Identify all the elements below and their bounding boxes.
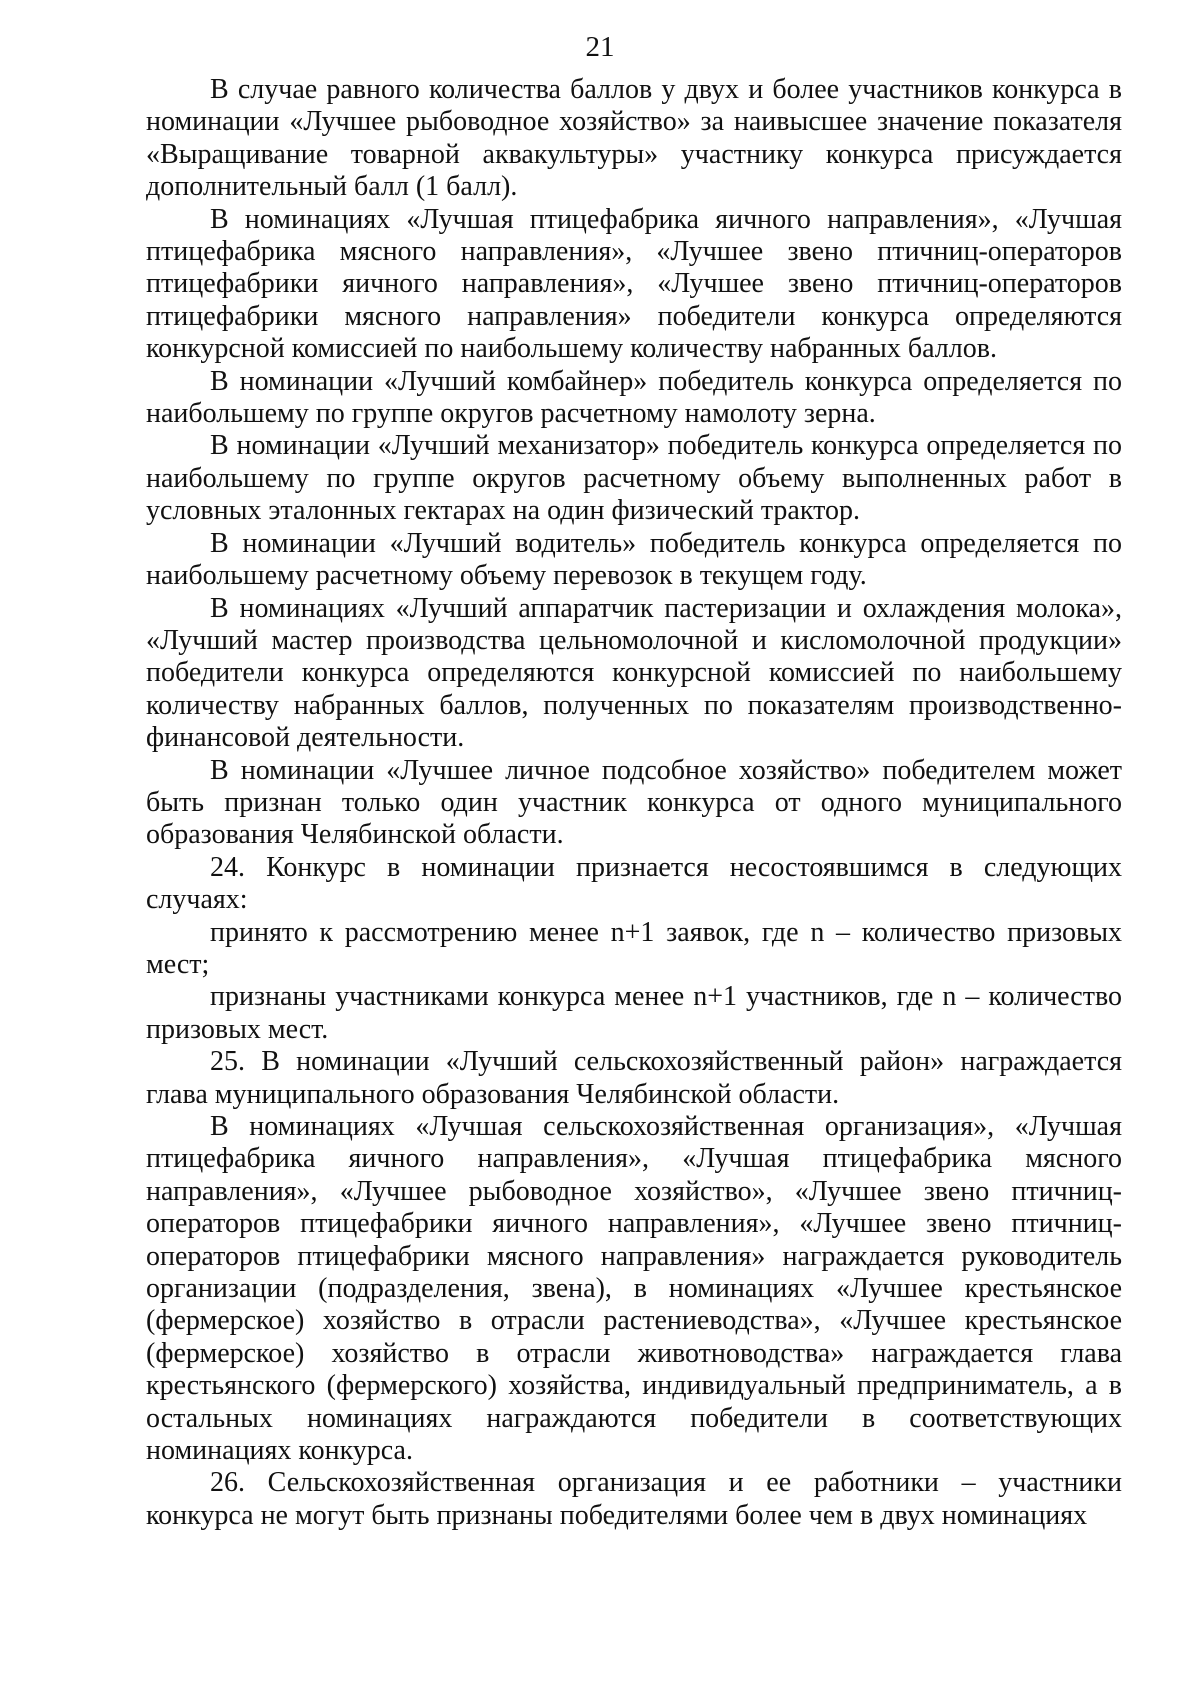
paragraph-dairy-nominations: В номинациях «Лучший аппаратчик пастеризации и охлаждения молока», «Лучший мастер производства цельномолочной и кисломолочной продукции» победители конкурса определяются конкурсной комиссией по наибольшему количеству набранных баллов, полученных по показателям производственно-финансовой деятельности. bbox=[146, 592, 1122, 754]
paragraph-item-24: 24. Конкурс в номинации признается несостоявшимся в следующих случаях: bbox=[146, 851, 1122, 916]
paragraph-driver: В номинации «Лучший водитель» победитель конкурса определяется по наибольшему расчетному объему перевозок в текущем году. bbox=[146, 527, 1122, 592]
paragraph-item-24-case-participants: признаны участниками конкурса менее n+1 участников, где n – количество призовых мест. bbox=[146, 981, 1122, 1045]
paragraph-machine-operator: В номинации «Лучший механизатор» победитель конкурса определяется по наибольшему по группе округов расчетному объему выполненных работ в условных эталонных гектарах на один физический трактор. bbox=[146, 430, 1122, 527]
page-number: 21 bbox=[585, 31, 615, 63]
paragraph-item-25: 25. В номинации «Лучший сельскохозяйственный район» награждается глава муниципального образования Челябинской области. bbox=[146, 1046, 1122, 1110]
document-body bbox=[146, 74, 1122, 1532]
paragraph-combine-operator: В номинации «Лучший комбайнер» победитель конкурса определяется по наибольшему по группе округов расчетному намолоту зерна. bbox=[146, 365, 1122, 430]
paragraph-household-farm: В номинации «Лучшее личное подсобное хозяйство» победителем может быть признан только один участник конкурса от одного муниципального образования Челябинской области. bbox=[146, 754, 1122, 851]
paragraph-item-26: 26. Сельскохозяйственная организация и ее работники – участники конкурса не могут быть признаны победителями более чем в двух номинациях bbox=[146, 1467, 1122, 1531]
paragraph-poultry-nominations: В номинациях «Лучшая птицефабрика яичного направления», «Лучшая птицефабрика мясного направления», «Лучшее звено птичниц-операторов птицефабрики яичного направления», «Лучшее звено птичниц-операторов птицефабрики мясного направления» победители конкурса определяются конкурсной комиссией по наибольшему количеству набранных баллов. bbox=[146, 203, 1122, 365]
paragraph-item-24-case-applications: принято к рассмотрению менее n+1 заявок, где n – количество призовых мест; bbox=[146, 916, 1122, 980]
paragraph-awards: В номинациях «Лучшая сельскохозяйственная организация», «Лучшая птицефабрика яичного направления», «Лучшая птицефабрика мясного направления», «Лучшее рыбоводное хозяйство», «Лучшее звено птичниц-операторов птицефабрики яичного направления», «Лучшее звено птичниц-операторов птицефабрики мясного направления» награждается руководитель организации (подразделения, звена), в номинациях «Лучшее крестьянское (фермерское) хозяйство в отрасли растениеводства», «Лучшее крестьянское (фермерское) хозяйство в отрасли животноводства» награждается глава крестьянского (фермерского) хозяйства, индивидуальный предприниматель, а в остальных номинациях награждаются победители в соответствующих номинациях конкурса. bbox=[146, 1111, 1122, 1467]
paragraph-tie-break-fish-farm: В случае равного количества баллов у двух и более участников конкурса в номинации «Лучшее рыбоводное хозяйство» за наивысшее значение показателя «Выращивание товарной аквакультуры» участнику конкурса присуждается дополнительный балл (1 балл). bbox=[146, 74, 1122, 203]
